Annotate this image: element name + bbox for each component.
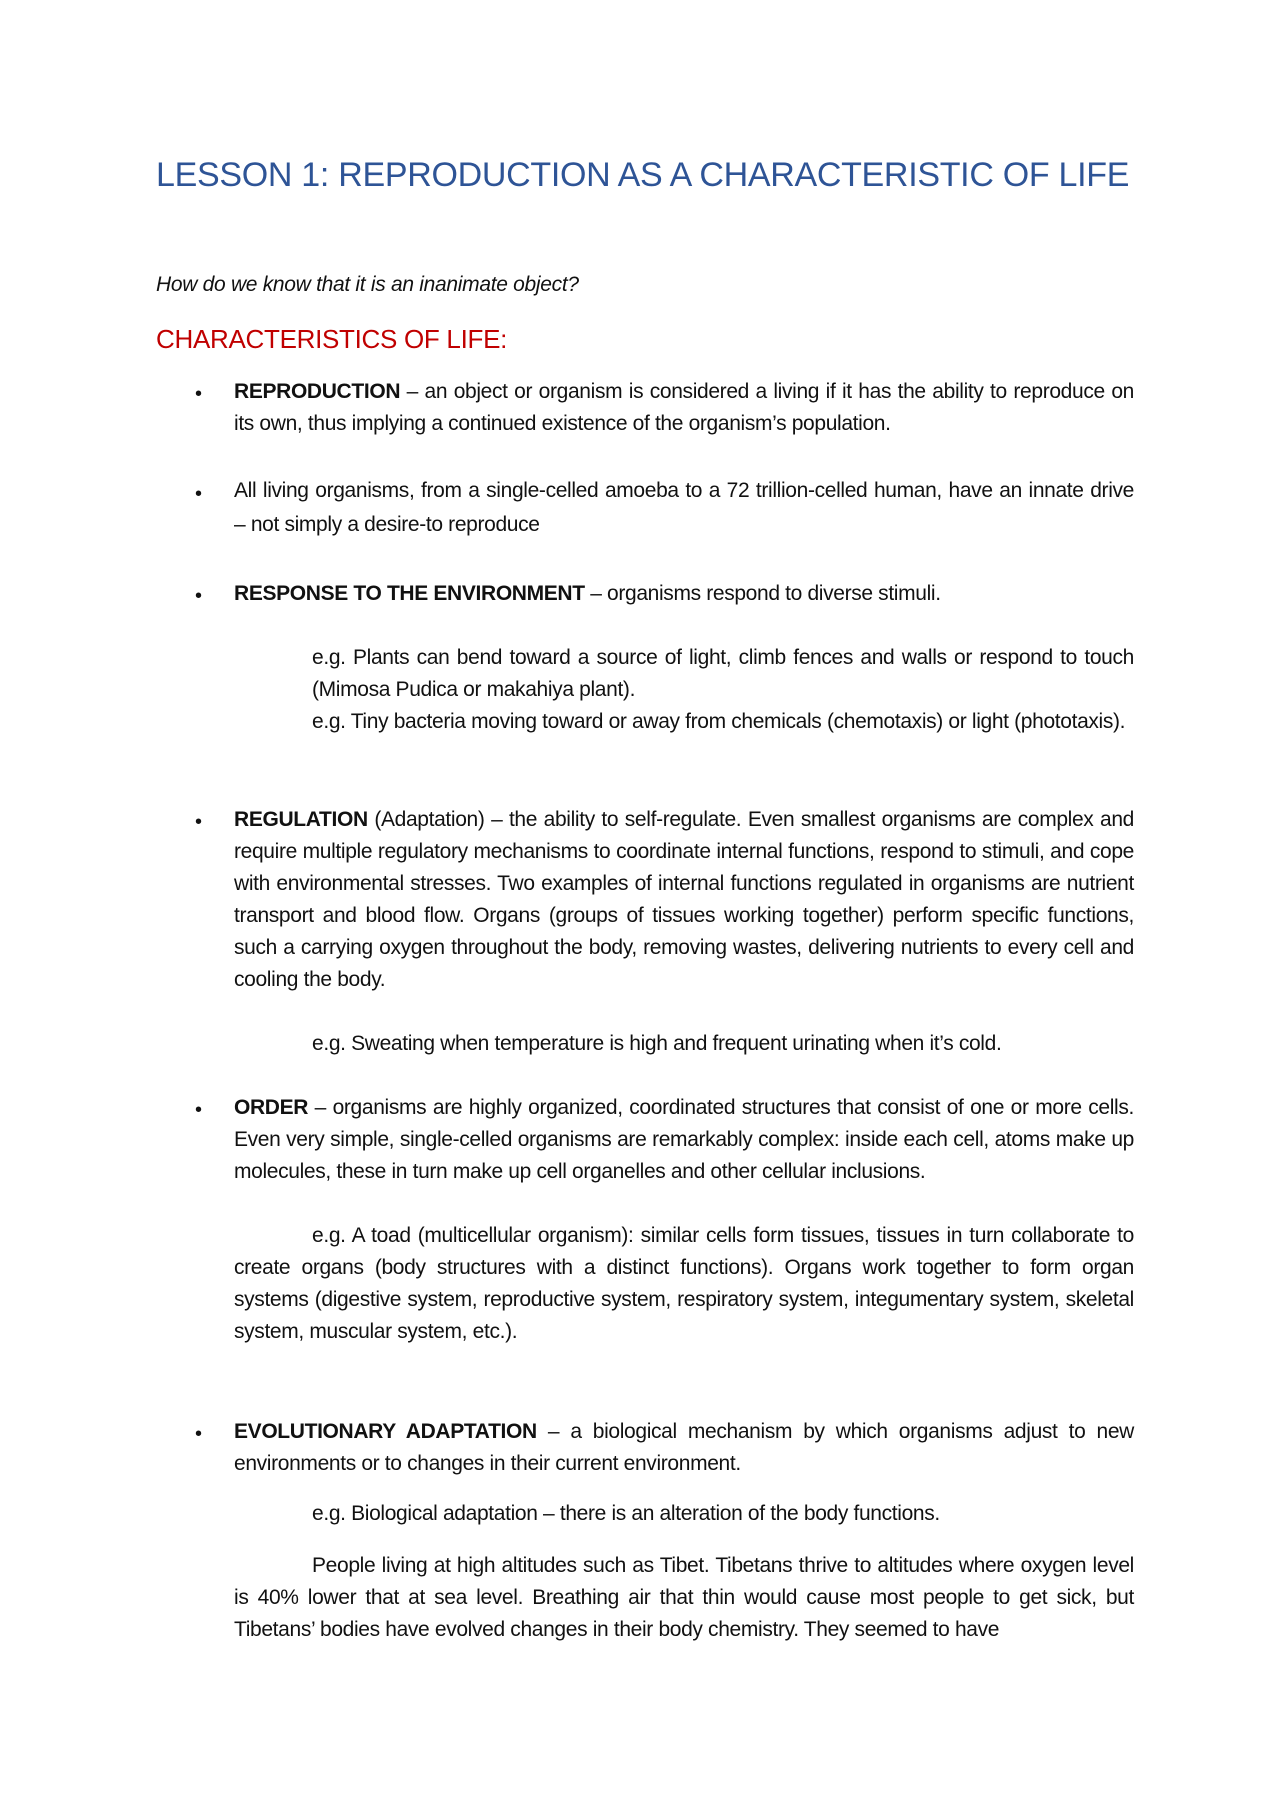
term-reproduction: REPRODUCTION: [234, 380, 401, 403]
bullet-icon: •: [195, 1423, 203, 1445]
example-sweating: e.g. Sweating when temperature is high and frequent urinating when it’s cold.: [312, 1032, 1002, 1055]
text-regulation: (Adaptation) – the ability to self-regulate. Even smallest organisms are complex and require multiple regulatory mechanisms to coordinate internal functions, respond to stimuli, and cope with environmental stresses. Two examples of internal functions regulated in organisms are nutrient transport and blood flow. Organs (groups of tissues working together) perform specific functions, such a carrying oxygen throughout the body, removing wastes, delivering nutrients to every cell and cooling the body.: [234, 808, 1134, 991]
text-reproduction: – an object or organism is considered a living if it has the ability to reproduce on its own, thus implying a continued existence of the organism’s population.: [234, 380, 1134, 435]
lesson-title: LESSON 1: REPRODUCTION AS A CHARACTERISTIC OF LIFE: [156, 156, 1130, 194]
guiding-question: How do we know that it is an inanimate object?: [156, 273, 579, 296]
section-heading: CHARACTERISTICS OF LIFE:: [156, 324, 508, 354]
item-reproduction: [234, 376, 1134, 440]
bullet-icon: •: [195, 1099, 203, 1121]
item-order: [234, 1092, 1134, 1188]
bullet-icon: •: [195, 811, 203, 833]
example-toad: e.g. A toad (multicellular organism): similar cells form tissues, tissues in turn collaborate to create organs (body structures with a distinct functions). Organs work together to form organ systems (digestive system, reproductive system, respiratory system, integumentary system, skeletal system, muscular system, etc.).: [234, 1224, 1134, 1343]
item-evolutionary: [234, 1416, 1134, 1480]
paragraph-tibet: People living at high altitudes such as Tibet. Tibetans thrive to altitudes where oxygen level is 40% lower that at sea level. Breathing air that thin would cause most people to get sick, but Tibetans’ bodies have evolved changes in their body chemistry. They seemed to have: [234, 1554, 1134, 1641]
bullet-icon: •: [195, 383, 203, 405]
term-evolutionary: EVOLUTIONARY ADAPTATION: [234, 1420, 537, 1443]
example-bacteria: e.g. Tiny bacteria moving toward or away from chemicals (chemotaxis) or light (phototaxis).: [312, 710, 1126, 733]
bullet-icon: •: [195, 585, 203, 607]
text-response: – organisms respond to diverse stimuli.: [584, 582, 941, 605]
item-response: [234, 578, 1134, 610]
item-regulation: [234, 804, 1134, 996]
bullet-icon: •: [195, 483, 203, 505]
example-plants: e.g. Plants can bend toward a source of light, climb fences and walls or respond to touch (Mimosa Pudica or makahiya plant).: [312, 646, 1134, 701]
item-innate-drive: All living organisms, from a single-celled amoeba to a 72 trillion-celled human, have an innate drive – not simply a desire-to reproduce: [234, 479, 1134, 536]
term-response: RESPONSE TO THE ENVIRONMENT: [234, 582, 585, 605]
term-regulation: REGULATION: [234, 808, 368, 831]
text-order: – organisms are highly organized, coordinated structures that consist of one or more cells. Even very simple, single-celled organisms are remarkably complex: inside each cell, atoms make up molecules, these in turn make up cell organelles and other cellular inclusions.: [234, 1096, 1134, 1183]
text-evolutionary: – a biological mechanism by which organisms adjust to new environments or to changes in their current environment.: [234, 1420, 1134, 1475]
term-order: ORDER: [234, 1096, 309, 1119]
example-biological: e.g. Biological adaptation – there is an alteration of the body functions.: [312, 1502, 940, 1525]
